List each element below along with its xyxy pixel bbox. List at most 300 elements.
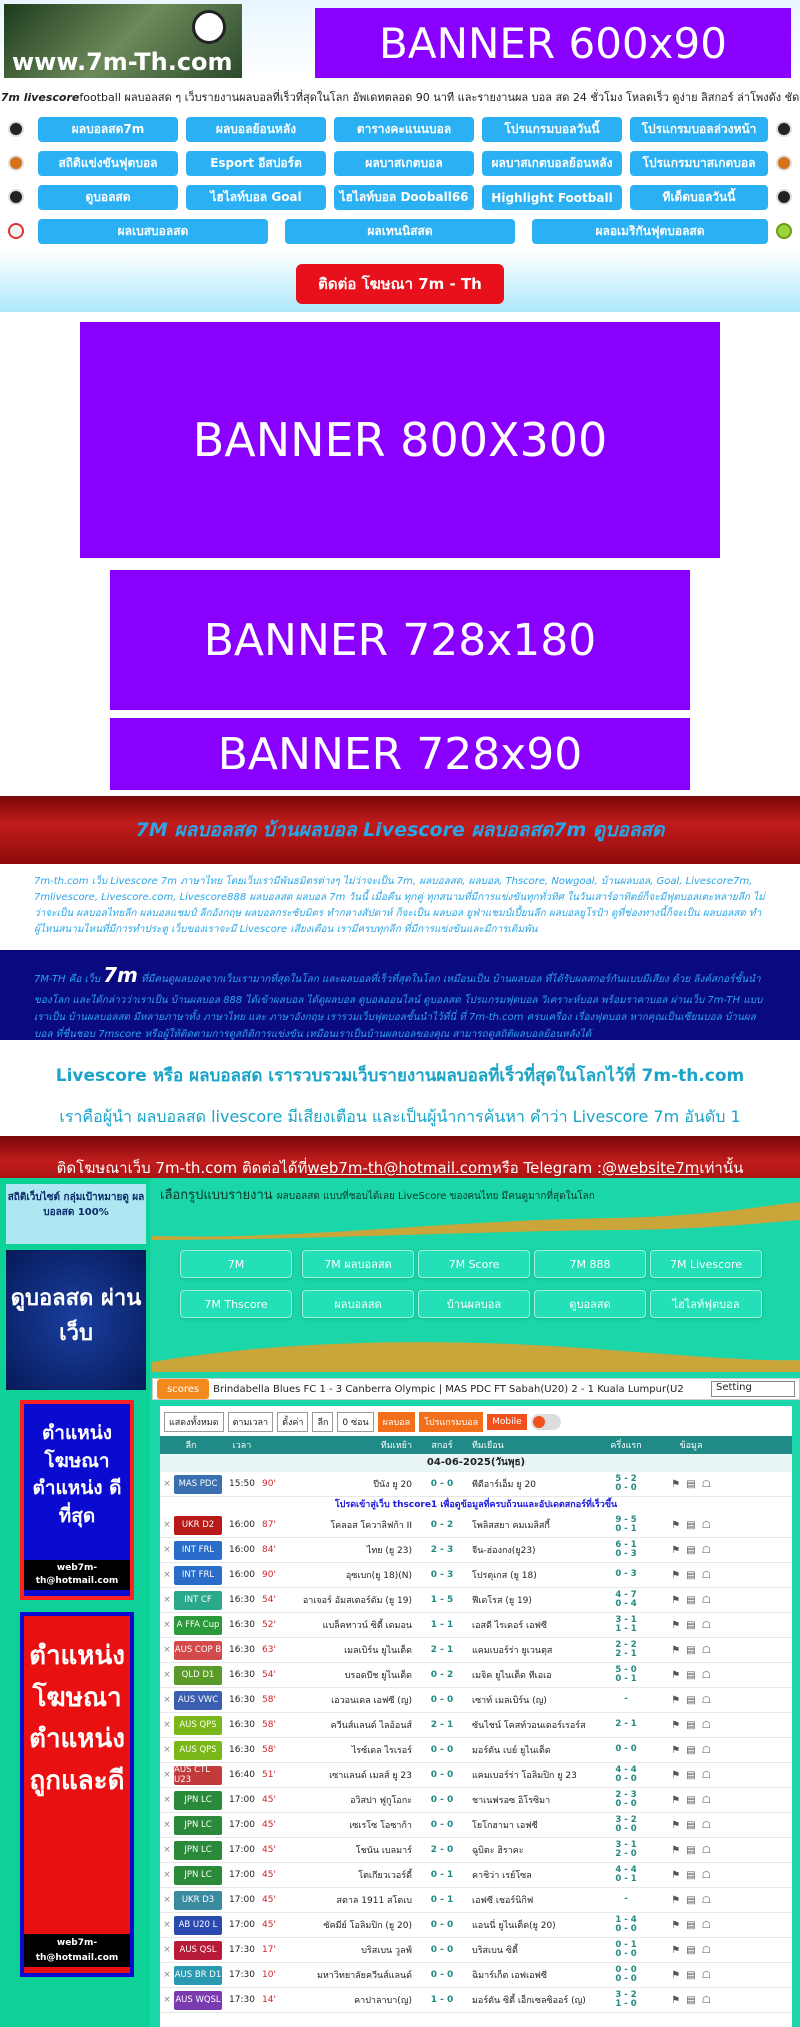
match-minute: 54' bbox=[262, 1595, 276, 1605]
league-badge[interactable]: AUS WQSL bbox=[174, 1991, 222, 2010]
match-minute: 58' bbox=[262, 1720, 276, 1730]
shirt-icon[interactable]: ☖ bbox=[701, 1869, 711, 1881]
half-score-1: 3 - 1 bbox=[615, 1614, 637, 1625]
hide-row-icon[interactable]: × bbox=[163, 1479, 171, 1489]
match-score[interactable]: 1 - 1 bbox=[430, 1620, 454, 1630]
home-team[interactable]: อาเจอร์ อัมสเตอร์ดัม (ยู 19) bbox=[302, 1596, 412, 1606]
match-score[interactable]: 1 - 0 bbox=[430, 1995, 454, 2005]
flag-icon[interactable]: ⚑ bbox=[671, 1594, 681, 1606]
league-badge[interactable]: JPN LC bbox=[174, 1866, 222, 1885]
stats-icon[interactable]: ▤ bbox=[686, 1944, 696, 1956]
stats-icon[interactable]: ▤ bbox=[686, 1694, 696, 1706]
flag-icon[interactable]: ⚑ bbox=[671, 1794, 681, 1806]
banner-800x300[interactable]: BANNER 800X300 bbox=[80, 322, 720, 558]
football-icon bbox=[776, 189, 792, 205]
home-team[interactable]: เซาแลนด์ เมลส์ ยู 23 bbox=[329, 1771, 412, 1781]
hide-row-icon[interactable]: × bbox=[163, 1995, 171, 2005]
setting-select[interactable]: Setting bbox=[711, 1381, 795, 1397]
match-score[interactable]: 1 - 5 bbox=[430, 1595, 454, 1605]
score-ticker bbox=[152, 1378, 800, 1400]
fixtures-button[interactable]: โปรแกรมบอล bbox=[419, 1412, 483, 1432]
league-badge[interactable]: AB U20 L bbox=[174, 1916, 222, 1935]
table-row[interactable] bbox=[160, 1763, 792, 1788]
nav-basketball-results[interactable]: ผลบาสเกตบอลย้อนหลัง bbox=[482, 151, 622, 176]
half-score-1: 0 - 1 bbox=[615, 1939, 637, 1950]
table-row[interactable] bbox=[160, 1863, 792, 1888]
match-score[interactable]: 2 - 0 bbox=[430, 1845, 454, 1855]
match-score[interactable]: 0 - 0 bbox=[430, 1770, 454, 1780]
match-time: 16:30 bbox=[229, 1745, 255, 1755]
flag-icon[interactable]: ⚑ bbox=[671, 1694, 681, 1706]
half-score bbox=[602, 1866, 650, 1885]
match-score[interactable]: 0 - 1 bbox=[430, 1895, 454, 1905]
half-score bbox=[602, 1916, 650, 1935]
hide-row-icon[interactable]: × bbox=[163, 1870, 171, 1880]
tagline-bold: 7m livescore bbox=[0, 91, 80, 104]
shirt-icon[interactable]: ☖ bbox=[701, 1894, 711, 1906]
football-icon bbox=[192, 10, 226, 44]
league-badge[interactable]: JPN LC bbox=[174, 1841, 222, 1860]
league-badge[interactable]: INT CF bbox=[174, 1591, 222, 1610]
shirt-icon[interactable]: ☖ bbox=[701, 1544, 711, 1556]
flag-icon[interactable]: ⚑ bbox=[671, 1819, 681, 1831]
match-score[interactable]: 0 - 0 bbox=[430, 1745, 454, 1755]
table-row[interactable] bbox=[160, 1913, 792, 1938]
results-button[interactable]: ผลบอล bbox=[378, 1412, 415, 1432]
hide-row-icon[interactable]: × bbox=[163, 1920, 171, 1930]
match-score[interactable]: 0 - 1 bbox=[430, 1870, 454, 1880]
ticker-label: scores bbox=[157, 1379, 209, 1399]
away-team[interactable]: เอสดี ไรเดอร์ เอฟซี bbox=[472, 1621, 548, 1631]
sidebar-stats-box[interactable]: สถิติเว็บไซต์ กลุ่มเป้าหมายดู ผลบอลสด 100% bbox=[6, 1184, 146, 1244]
table-row[interactable] bbox=[160, 1513, 792, 1538]
home-team[interactable]: ควีนส์แลนด์ ไลอ้อนส์ bbox=[330, 1721, 412, 1731]
style-7m-thscore[interactable]: 7M Thscore bbox=[180, 1290, 292, 1318]
ad-email-link[interactable]: web7m-th@hotmail.com bbox=[307, 1159, 492, 1177]
hide-row-icon[interactable]: × bbox=[163, 1670, 171, 1680]
away-team[interactable]: โปรตุเกส (ยู 18) bbox=[472, 1571, 537, 1581]
home-team[interactable]: เซเรโซ โอซาก้า bbox=[349, 1821, 412, 1831]
main-area bbox=[152, 1178, 800, 2027]
banner-728x90[interactable]: BANNER 728x90 bbox=[110, 718, 690, 790]
stats-icon[interactable]: ▤ bbox=[686, 1769, 696, 1781]
shirt-icon[interactable]: ☖ bbox=[701, 1919, 711, 1931]
league-badge[interactable]: A FFA Cup bbox=[174, 1616, 222, 1635]
home-team[interactable]: ไทย (ยู 23) bbox=[366, 1546, 412, 1556]
half-score bbox=[602, 1766, 650, 1785]
flag-icon[interactable]: ⚑ bbox=[671, 1769, 681, 1781]
nav-today-fixtures[interactable]: โปรแกรมบอลวันนี้ bbox=[482, 117, 622, 142]
away-team[interactable]: เมจิค ยูไนเต็ด ทีเอเอ bbox=[472, 1671, 552, 1681]
match-score[interactable]: 2 - 1 bbox=[430, 1645, 454, 1655]
table-row[interactable] bbox=[160, 1988, 792, 2013]
match-time: 17:00 bbox=[229, 1795, 255, 1805]
league-badge[interactable]: AUS BR D1 bbox=[174, 1966, 222, 1985]
half-score-1: 2 - 3 bbox=[615, 1789, 637, 1800]
promo-row[interactable]: โปรดเข้าสู่เว็บ thscore1 เพื่อดูข้อมูลที่ครบถ้วนและอัปเดตสกอร์ที่เร็วขึ้น bbox=[334, 1500, 618, 1510]
flag-icon[interactable]: ⚑ bbox=[671, 1719, 681, 1731]
away-team[interactable]: พีดีอาร์เอ็ม ยู 20 bbox=[472, 1480, 536, 1490]
sidebar-ad-2[interactable] bbox=[20, 1612, 134, 1977]
half-score-1: - bbox=[624, 1894, 628, 1905]
banner-728x180[interactable]: BANNER 728x180 bbox=[110, 570, 690, 710]
away-team[interactable]: บริสเบน ซิตี้ bbox=[472, 1946, 518, 1956]
theme-toggle-icon[interactable] bbox=[531, 1414, 561, 1430]
table-row[interactable] bbox=[160, 1963, 792, 1988]
hidden-count[interactable]: 0 ซ่อน bbox=[337, 1412, 373, 1432]
sidebar-ad-1[interactable] bbox=[20, 1400, 134, 1600]
stats-icon[interactable]: ▤ bbox=[686, 1994, 696, 2006]
away-team[interactable]: โยโกฮามา เอฟซี bbox=[472, 1821, 538, 1831]
table-row[interactable] bbox=[160, 1688, 792, 1713]
nav-tennis[interactable]: ผลเทนนิสสด bbox=[285, 219, 515, 244]
home-team[interactable]: ไรซ์เดล ไรเรอร์ bbox=[351, 1746, 412, 1756]
mobile-button[interactable]: Mobile bbox=[487, 1414, 527, 1430]
stats-icon[interactable]: ▤ bbox=[686, 1844, 696, 1856]
away-team[interactable]: เซาท์ เมลเบิร์น (ญ) bbox=[472, 1696, 547, 1706]
header bbox=[0, 0, 800, 80]
league-badge[interactable]: AUS QPS bbox=[174, 1716, 222, 1735]
football-icon bbox=[776, 121, 792, 137]
table-row[interactable] bbox=[160, 1663, 792, 1688]
home-team[interactable]: คาปาลาบา(ญ) bbox=[354, 1996, 412, 2006]
home-team[interactable]: ซัคมีย์ โอลิมปิก (ยู 20) bbox=[323, 1921, 412, 1931]
nav-american-football[interactable]: ผลอเมริกันฟุตบอลสด bbox=[532, 219, 768, 244]
shirt-icon[interactable]: ☖ bbox=[701, 1478, 711, 1490]
hide-row-icon[interactable]: × bbox=[163, 1645, 171, 1655]
away-team[interactable]: ฉิมาร์เก็ต เอฟเอฟซี bbox=[472, 1971, 547, 1981]
flag-icon[interactable]: ⚑ bbox=[671, 1669, 681, 1681]
league-badge[interactable]: AUS QSL bbox=[174, 1941, 222, 1960]
hide-row-icon[interactable]: × bbox=[163, 1620, 171, 1630]
shirt-icon[interactable]: ☖ bbox=[701, 1519, 711, 1531]
table-row[interactable] bbox=[160, 1888, 792, 1913]
nav-highlight-dooball[interactable]: ไฮไลท์บอล Dooball66 bbox=[334, 185, 474, 210]
flag-icon[interactable]: ⚑ bbox=[671, 1994, 681, 2006]
home-team[interactable]: ปีนัง ยู 20 bbox=[373, 1480, 412, 1490]
away-team[interactable]: ฟีเดโรส (ยู 19) bbox=[472, 1596, 532, 1606]
shirt-icon[interactable]: ☖ bbox=[701, 1694, 711, 1706]
half-score bbox=[602, 1720, 650, 1729]
half-score-1: 1 - 4 bbox=[615, 1914, 637, 1925]
away-team[interactable]: จีน-ฮ่องกง(ยู23) bbox=[472, 1546, 536, 1556]
table-row[interactable] bbox=[160, 1638, 792, 1663]
shirt-icon[interactable]: ☖ bbox=[701, 1794, 711, 1806]
home-team[interactable]: แบล็คทาวน์ ซิตี้ เดมอน bbox=[322, 1621, 412, 1631]
home-team[interactable]: โคลอส โควาลิฟก้า II bbox=[330, 1521, 412, 1531]
shirt-icon[interactable]: ☖ bbox=[701, 1969, 711, 1981]
stats-icon[interactable]: ▤ bbox=[686, 1569, 696, 1581]
away-team[interactable]: ชาเนฟรอซ อิโรซิมา bbox=[472, 1796, 551, 1806]
nav-live-scores[interactable]: ผลบอลสด7m bbox=[38, 117, 178, 142]
match-minute: 45' bbox=[262, 1795, 276, 1805]
stats-icon[interactable]: ▤ bbox=[686, 1894, 696, 1906]
hide-row-icon[interactable]: × bbox=[163, 1545, 171, 1555]
league-badge[interactable]: INT FRL bbox=[174, 1541, 222, 1560]
stats-icon[interactable]: ▤ bbox=[686, 1544, 696, 1556]
half-score-1: 5 - 2 bbox=[615, 1473, 637, 1484]
table-row[interactable] bbox=[160, 1563, 792, 1588]
table-row[interactable] bbox=[160, 1613, 792, 1638]
ad-prefix: ติดโฆษณาเว็บ 7m-th.com ติดต่อได้ที่ bbox=[56, 1159, 308, 1177]
stats-icon[interactable]: ▤ bbox=[686, 1594, 696, 1606]
style-7m[interactable]: 7M bbox=[180, 1250, 292, 1278]
stats-icon[interactable]: ▤ bbox=[686, 1969, 696, 1981]
away-team[interactable]: มอร์ตัน ซิตี้ เอ็กเซลซิออร์ (ญ) bbox=[472, 1996, 586, 2006]
contact-area bbox=[0, 250, 800, 312]
match-score[interactable]: 0 - 0 bbox=[430, 1695, 454, 1705]
stats-icon[interactable]: ▤ bbox=[686, 1919, 696, 1931]
league-badge[interactable]: INT FRL bbox=[174, 1566, 222, 1585]
flag-icon[interactable]: ⚑ bbox=[671, 1644, 681, 1656]
away-team[interactable]: มอร์ตัน เบย์ ยูไนเต็ด bbox=[472, 1746, 551, 1756]
league-filter[interactable]: ลีก bbox=[312, 1412, 333, 1432]
league-badge[interactable]: JPN LC bbox=[174, 1816, 222, 1835]
table-row[interactable] bbox=[160, 1472, 792, 1497]
hide-row-icon[interactable]: × bbox=[163, 1570, 171, 1580]
half-score-1: - bbox=[624, 1694, 628, 1705]
league-badge[interactable]: AUS VWC bbox=[174, 1691, 222, 1710]
match-time: 17:30 bbox=[229, 1945, 255, 1955]
nav-stats[interactable]: สถิติแข่งขันฟุตบอล bbox=[38, 151, 178, 176]
shirt-icon[interactable]: ☖ bbox=[701, 1719, 711, 1731]
away-team[interactable]: แคมเบอร์ร่า ยูเวนตุส bbox=[472, 1646, 553, 1656]
match-score[interactable]: 0 - 3 bbox=[430, 1570, 454, 1580]
league-badge[interactable]: MAS PDC bbox=[174, 1475, 222, 1494]
home-team[interactable]: เอวอนเดล เอฟซี (ญ) bbox=[331, 1696, 412, 1706]
table-row[interactable] bbox=[160, 1813, 792, 1838]
nav-baseball[interactable]: ผลเบสบอลสด bbox=[38, 219, 268, 244]
stats-icon[interactable]: ▤ bbox=[686, 1719, 696, 1731]
stats-icon[interactable]: ▤ bbox=[686, 1744, 696, 1756]
match-score[interactable]: 0 - 0 bbox=[430, 1795, 454, 1805]
league-badge[interactable]: QLD D1 bbox=[174, 1666, 222, 1685]
nav-highlight-football[interactable]: Highlight Football bbox=[482, 185, 622, 210]
logo-text: www.7m-Th.com bbox=[12, 48, 233, 76]
left-sidebar bbox=[0, 1178, 150, 2027]
away-team[interactable]: คาชิว่า เรย์โซล bbox=[472, 1871, 532, 1881]
site-logo[interactable] bbox=[4, 4, 242, 78]
table-row[interactable] bbox=[160, 1838, 792, 1863]
hide-row-icon[interactable]: × bbox=[163, 1970, 171, 1980]
half-score-1: 4 - 4 bbox=[615, 1764, 637, 1775]
nav-highlight-goal[interactable]: ไฮไลท์บอล Goal bbox=[186, 185, 326, 210]
flag-icon[interactable]: ⚑ bbox=[671, 1844, 681, 1856]
match-score[interactable]: 0 - 0 bbox=[430, 1970, 454, 1980]
home-team[interactable]: บรอดบีช ยูไนเต็ด bbox=[344, 1671, 412, 1681]
stats-icon[interactable]: ▤ bbox=[686, 1794, 696, 1806]
home-team[interactable]: สตาล 1911 สโตเบ bbox=[336, 1896, 412, 1906]
home-team[interactable]: บริสเบน วูลฟ์ bbox=[361, 1946, 412, 1956]
away-team[interactable]: แคมเบอร์ร่า โอลิมปิก ยู 23 bbox=[472, 1771, 577, 1781]
style-highlights[interactable]: ไฮไลท์ฟุตบอล bbox=[650, 1290, 762, 1318]
league-badge[interactable]: AUS QPS bbox=[174, 1741, 222, 1760]
hide-row-icon[interactable]: × bbox=[163, 1845, 171, 1855]
style-7m-score[interactable]: 7M Score bbox=[418, 1250, 530, 1278]
hide-row-icon[interactable]: × bbox=[163, 1745, 171, 1755]
half-score-2: 0 - 0 bbox=[615, 1774, 637, 1784]
league-badge[interactable]: UKR D2 bbox=[174, 1516, 222, 1535]
match-score[interactable]: 0 - 0 bbox=[430, 1479, 454, 1489]
home-team[interactable]: อุซเบก(ยู 18)(N) bbox=[345, 1571, 412, 1581]
shirt-icon[interactable]: ☖ bbox=[701, 1844, 711, 1856]
flag-icon[interactable]: ⚑ bbox=[671, 1744, 681, 1756]
half-score-1: 2 - 2 bbox=[615, 1639, 637, 1650]
half-score-1: 6 - 1 bbox=[615, 1539, 637, 1550]
sidebar-watch-banner[interactable]: ดูบอลสด ผ่านเว็บ bbox=[6, 1250, 146, 1390]
hide-row-icon[interactable]: × bbox=[163, 1695, 171, 1705]
flag-icon[interactable]: ⚑ bbox=[671, 1569, 681, 1581]
style-7m-888[interactable]: 7M 888 bbox=[534, 1250, 646, 1278]
hide-row-icon[interactable]: × bbox=[163, 1795, 171, 1805]
half-score-2: 0 - 3 bbox=[615, 1549, 637, 1559]
shirt-icon[interactable]: ☖ bbox=[701, 1669, 711, 1681]
table-row[interactable] bbox=[160, 1538, 792, 1563]
match-time: 16:30 bbox=[229, 1695, 255, 1705]
shirt-icon[interactable]: ☖ bbox=[701, 1769, 711, 1781]
match-time: 16:00 bbox=[229, 1570, 255, 1580]
stats-icon[interactable]: ▤ bbox=[686, 1869, 696, 1881]
match-time: 17:30 bbox=[229, 1970, 255, 1980]
flag-icon[interactable]: ⚑ bbox=[671, 1869, 681, 1881]
shirt-icon[interactable]: ☖ bbox=[701, 1644, 711, 1656]
away-team[interactable]: เอฟซี เชอร์นิกิฟ bbox=[472, 1896, 534, 1906]
style-watch-live[interactable]: ดูบอลสด bbox=[534, 1290, 646, 1318]
nav-standings[interactable]: ตารางคะแนนบอล bbox=[334, 117, 474, 142]
match-score[interactable]: 0 - 0 bbox=[430, 1920, 454, 1930]
nav-basketball-fixtures[interactable]: โปรแกรมบาสเกตบอล bbox=[630, 151, 768, 176]
info-icons bbox=[650, 1479, 732, 1490]
table-row[interactable] bbox=[160, 1788, 792, 1813]
table-row[interactable] bbox=[160, 1938, 792, 1963]
table-row[interactable] bbox=[160, 1588, 792, 1613]
half-score bbox=[602, 1616, 650, 1635]
match-score[interactable]: 0 - 0 bbox=[430, 1945, 454, 1955]
about-prefix: 7M-TH คือ เว็บ bbox=[34, 974, 100, 985]
match-minute: 90' bbox=[262, 1570, 276, 1580]
stats-icon[interactable]: ▤ bbox=[686, 1669, 696, 1681]
filter-by-time[interactable]: ตามเวลา bbox=[228, 1412, 274, 1432]
hide-row-icon[interactable]: × bbox=[163, 1595, 171, 1605]
match-score[interactable]: 2 - 3 bbox=[430, 1545, 454, 1555]
ad-telegram-link[interactable]: @website7m bbox=[602, 1159, 700, 1177]
about-body: ที่มีคนดูผลบอลจากเว็บเรามากที่สุดในโลก และผลบอลที่เร็วที่สุดในโลก เหมือนเป็น บ้านผลบอล ที่ได้รับผลสกอร์กันแบบมีเสียง ด้วย ลิงค์สกอร์ชั้นนำของโลก และได้กล่าวว่าเราเป็น บ้านผลบอล 888 ได้เข้าผลบอล ได้ดูผลบอล ดูบอลออนไลน์ ดูบอลสด โปรแกรมฟุตบอล วิเคราะห์บอล พร้อมราคาบอล ผ่านเว็บ 7m-TH แบบเราเป็น บ้านผลบอลสด มีหลายภาษาทั้ง ภาษาไทย และ ภาษาอังกฤษ เรารวมเว็บฟุตบอลชั้นนำไว้ที่นี่ ที่ 7m-th.com ครบเครื่อง เรื่องฟุตบอล หากคุณเป็นเซียนบอล บ้านผลบอล ที่ชื่นชอบ 7mscore หรือผู้ให้ติดตามการดูสถิติการแข่งขัน เหมือนเราเป็นบ้านผลบอลของคุณ สามารถดูสถิติผลบอลย้อนหลังได้ bbox=[34, 974, 763, 1040]
match-score[interactable]: 0 - 2 bbox=[430, 1520, 454, 1530]
league-badge[interactable]: UKR D3 bbox=[174, 1891, 222, 1910]
shirt-icon[interactable]: ☖ bbox=[701, 1994, 711, 2006]
flag-icon[interactable]: ⚑ bbox=[671, 1619, 681, 1631]
nav-watch-live[interactable]: ดูบอลสด bbox=[38, 185, 178, 210]
col-score: สกอร์ bbox=[431, 1441, 453, 1451]
banner-600x90[interactable]: BANNER 600x90 bbox=[315, 8, 791, 78]
match-score[interactable]: 2 - 1 bbox=[430, 1720, 454, 1730]
league-badge[interactable]: JPN LC bbox=[174, 1791, 222, 1810]
nav-future-fixtures[interactable]: โปรแกรมบอลล่วงหน้า bbox=[630, 117, 768, 142]
hide-row-icon[interactable]: × bbox=[163, 1520, 171, 1530]
league-badge[interactable]: AUS CTL U23 bbox=[174, 1766, 222, 1785]
hide-row-icon[interactable]: × bbox=[163, 1770, 171, 1780]
info-icons bbox=[650, 1570, 732, 1581]
stats-icon[interactable]: ▤ bbox=[686, 1619, 696, 1631]
gold-swoosh-top bbox=[152, 1200, 800, 1240]
league-badge[interactable]: AUS COP B bbox=[174, 1641, 222, 1660]
nav-basketball[interactable]: ผลบาสเกตบอล bbox=[334, 151, 474, 176]
shirt-icon[interactable]: ☖ bbox=[701, 1569, 711, 1581]
flag-icon[interactable]: ⚑ bbox=[671, 1519, 681, 1531]
about-text bbox=[0, 950, 800, 1040]
away-team[interactable]: ฉูบิตะ ฮิราคะ bbox=[472, 1846, 524, 1856]
info-icons bbox=[650, 1670, 732, 1681]
table-row[interactable] bbox=[160, 1713, 792, 1738]
info-icons bbox=[650, 1545, 732, 1556]
match-time: 17:00 bbox=[229, 1845, 255, 1855]
home-team[interactable]: โตเกียวเวอร์ดี้ bbox=[358, 1871, 412, 1881]
flag-icon[interactable]: ⚑ bbox=[671, 1894, 681, 1906]
football-icon bbox=[8, 189, 24, 205]
match-minute: 14' bbox=[262, 1995, 276, 2005]
half-score-1: 0 - 0 bbox=[615, 1964, 637, 1975]
table-row[interactable] bbox=[160, 1738, 792, 1763]
hide-row-icon[interactable]: × bbox=[163, 1820, 171, 1830]
away-team[interactable]: โพลิสสยา คมเมลิสกี้ bbox=[472, 1521, 550, 1531]
home-team[interactable]: เมลเบิร์น ยูไนเต็ด bbox=[344, 1646, 412, 1656]
stats-icon[interactable]: ▤ bbox=[686, 1644, 696, 1656]
stats-icon[interactable]: ▤ bbox=[686, 1519, 696, 1531]
home-team[interactable]: มหาวิทยาลัยควีนส์แลนด์ bbox=[316, 1971, 412, 1981]
stats-icon[interactable]: ▤ bbox=[686, 1478, 696, 1490]
away-team[interactable]: ซันไชน์ โคสท์วอนเดอร์เรอร์ส bbox=[472, 1721, 586, 1731]
home-team[interactable]: อวิสปา ฟูกูโอกะ bbox=[350, 1796, 412, 1806]
stats-icon[interactable]: ▤ bbox=[686, 1819, 696, 1831]
match-minute: 58' bbox=[262, 1695, 276, 1705]
football-icon bbox=[8, 121, 24, 137]
style-live-scores[interactable]: ผลบอลสด bbox=[302, 1290, 414, 1318]
flag-icon[interactable]: ⚑ bbox=[671, 1478, 681, 1490]
away-team[interactable]: แอนนี่ ยูไนเต็ด(ยู 20) bbox=[472, 1921, 556, 1931]
flag-icon[interactable]: ⚑ bbox=[671, 1944, 681, 1956]
flag-icon[interactable]: ⚑ bbox=[671, 1969, 681, 1981]
match-score[interactable]: 0 - 2 bbox=[430, 1670, 454, 1680]
settings-button[interactable]: ตั้งค่า bbox=[277, 1412, 308, 1432]
home-team[interactable]: โชนัน เบลมาร์ bbox=[355, 1846, 412, 1856]
flag-icon[interactable]: ⚑ bbox=[671, 1919, 681, 1931]
nav-results[interactable]: ผลบอลย้อนหลัง bbox=[186, 117, 326, 142]
half-score bbox=[602, 1695, 650, 1704]
shirt-icon[interactable]: ☖ bbox=[701, 1819, 711, 1831]
half-score-2: 0 - 0 bbox=[615, 1924, 637, 1934]
info-icons bbox=[650, 1895, 732, 1906]
style-7m-results[interactable]: 7M ผลบอลสด bbox=[302, 1250, 414, 1278]
hide-row-icon[interactable]: × bbox=[163, 1945, 171, 1955]
nav-esport[interactable]: Esport อีสปอร์ต bbox=[186, 151, 326, 176]
info-icons bbox=[650, 1870, 732, 1881]
filter-show-all[interactable]: แสดงทั้งหมด bbox=[164, 1412, 224, 1432]
shirt-icon[interactable]: ☖ bbox=[701, 1944, 711, 1956]
half-score bbox=[602, 1966, 650, 1985]
match-minute: 45' bbox=[262, 1870, 276, 1880]
hide-row-icon[interactable]: × bbox=[163, 1895, 171, 1905]
nav-tips[interactable]: ทีเด็ดบอลวันนี้ bbox=[630, 185, 768, 210]
style-7m-livescore[interactable]: 7M Livescore bbox=[650, 1250, 762, 1278]
shirt-icon[interactable]: ☖ bbox=[701, 1744, 711, 1756]
style-ban-phonbon[interactable]: บ้านผลบอล bbox=[418, 1290, 530, 1318]
match-score[interactable]: 0 - 0 bbox=[430, 1820, 454, 1830]
hide-row-icon[interactable]: × bbox=[163, 1720, 171, 1730]
flag-icon[interactable]: ⚑ bbox=[671, 1544, 681, 1556]
shirt-icon[interactable]: ☖ bbox=[701, 1619, 711, 1631]
shirt-icon[interactable]: ☖ bbox=[701, 1594, 711, 1606]
contact-advertise-button[interactable]: ติดต่อ โฆษณา 7m - Th bbox=[296, 264, 504, 304]
